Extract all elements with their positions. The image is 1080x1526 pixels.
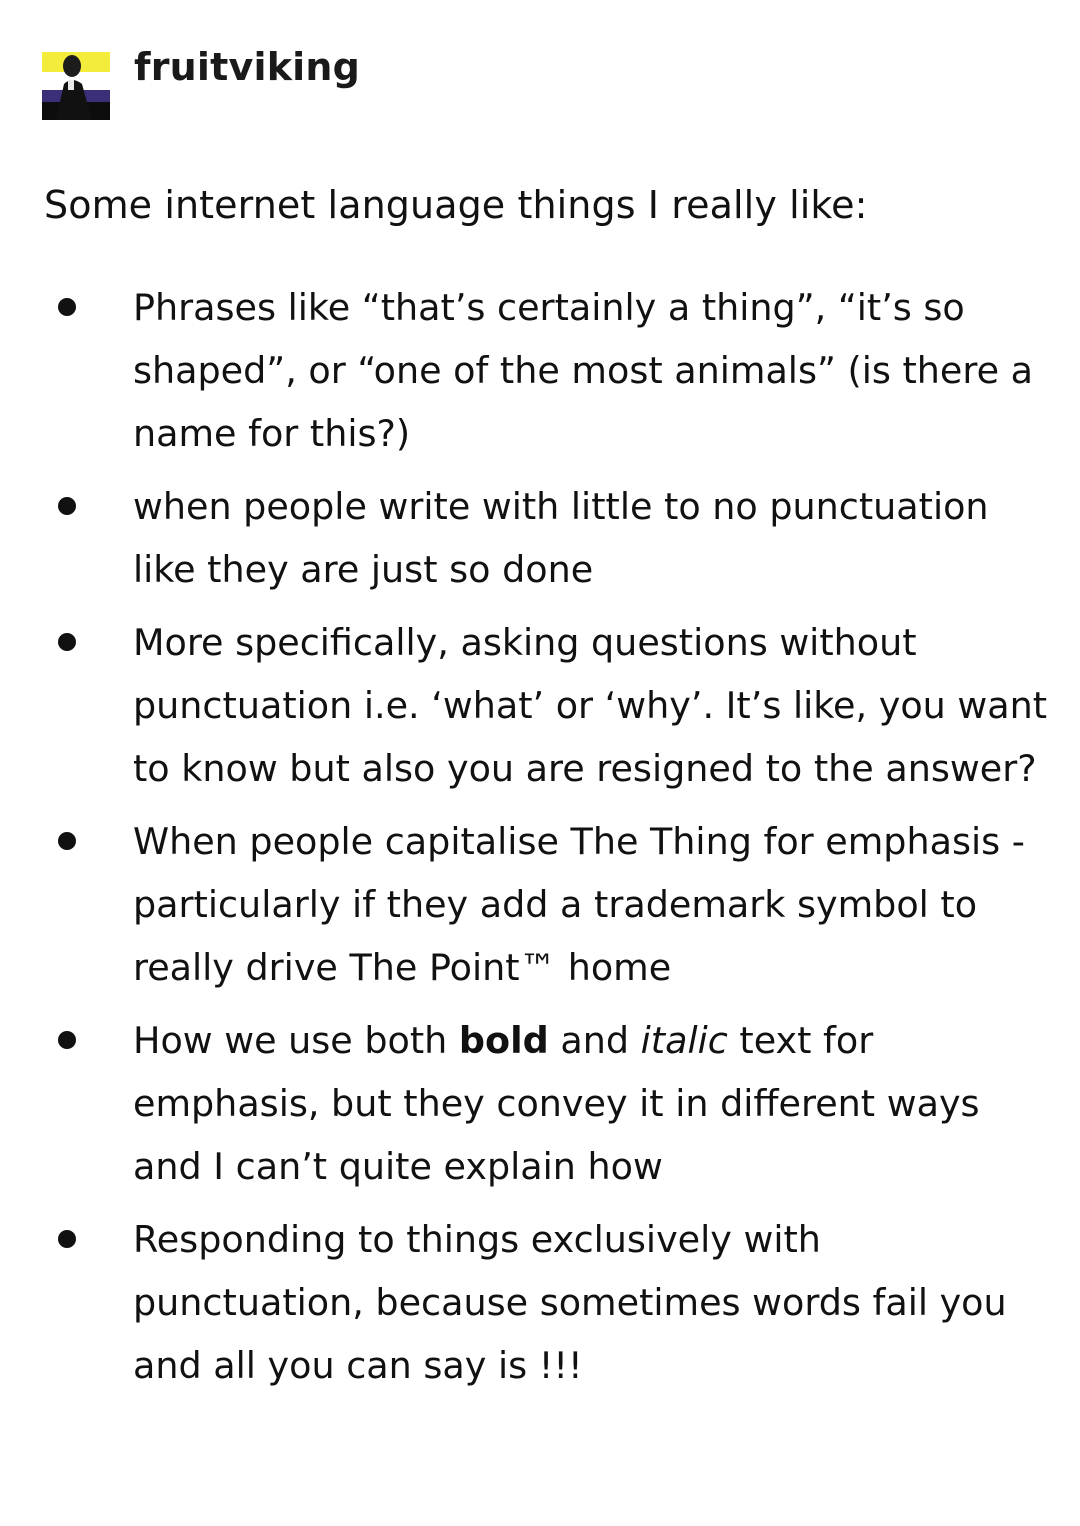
bullet-dot [58,832,76,850]
list-item [0,810,1080,999]
italic-word: italic [640,1019,728,1062]
list-item-text-post: text for emphasis, but they convey it in different ways and I can’t quite explain how [133,1019,980,1188]
post-header [42,40,360,120]
bullet-dot [58,298,76,316]
list-item-text: Phrases like “that’s certainly a thing”, “it’s so shaped”, or “one of the most animals” (is there a name for this?) [133,286,1034,455]
bullet-dot [58,1031,76,1049]
bullet-dot [58,633,76,651]
list-item [0,1208,1080,1397]
username[interactable]: fruitviking [134,45,361,89]
post-intro: Some internet language things I really like: [44,183,868,227]
bullet-dot [58,497,76,515]
list-item [0,475,1080,601]
user-avatar-icon[interactable] [42,40,110,120]
list-item-text: Responding to things exclusively with punctuation, because sometimes words fail you and all you can say is !!! [133,1218,1007,1387]
list-item-text: When people capitalise The Thing for emphasis - particularly if they add a trademark symbol to really drive The Point™ home [133,820,1025,989]
list-item [0,1009,1080,1198]
list-item-text-pre: How we use both [133,1019,459,1062]
bullet-dot [58,1230,76,1248]
list-item [0,276,1080,465]
list-item [0,611,1080,800]
bold-word: bold [458,1019,549,1062]
bullet-list [0,276,1080,1407]
list-item-text: More specifically, asking questions without punctuation i.e. ‘what’ or ‘why’. It’s like, you want to know but also you are resigned to the answer? [133,621,1048,790]
list-item-text-mid: and [548,1019,641,1062]
list-item-text [133,1019,980,1188]
list-item-text: when people write with little to no punctuation like they are just so done [133,485,989,591]
